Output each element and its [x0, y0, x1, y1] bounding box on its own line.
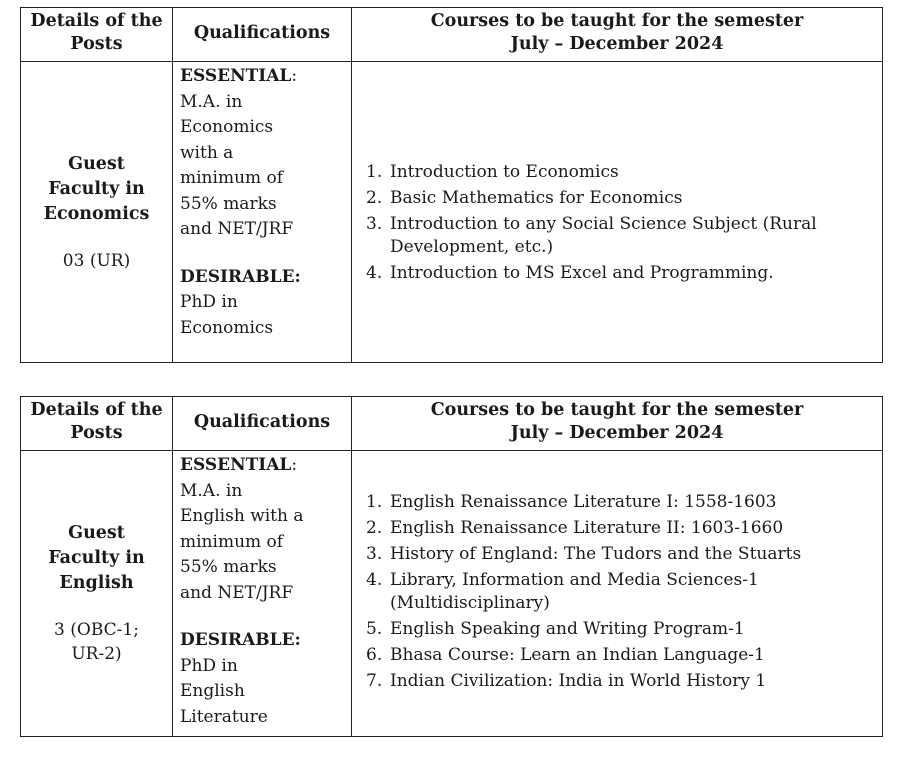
header-details-label: Details of the Posts [30, 400, 163, 443]
spacer [180, 606, 345, 628]
post-count [25, 618, 168, 666]
course-number: 5. [366, 619, 383, 639]
essential-label-text: ESSENTIAL [180, 66, 292, 86]
post-title-line: Faculty in [48, 548, 145, 568]
list-item [366, 543, 874, 566]
table-row [21, 451, 883, 737]
post-title-line: English [59, 573, 134, 593]
essential-label [180, 64, 345, 90]
table-header-row [21, 397, 883, 451]
essential-line: with a [180, 142, 234, 163]
list-item [366, 491, 874, 514]
list-item [366, 569, 874, 615]
desirable-line: PhD in [180, 655, 238, 676]
header-qualifications [173, 397, 352, 451]
course-number: 7. [366, 671, 383, 691]
post-count-line: 3 (OBC-1; [54, 620, 139, 640]
essential-colon: : [291, 66, 298, 86]
essential-colon: : [291, 455, 298, 475]
table-header-row [21, 8, 883, 62]
header-courses-line1: Courses to be taught for the semester [430, 11, 804, 31]
post-title-line: Economics [43, 203, 150, 224]
essential-line: and NET/JRF [180, 219, 294, 239]
essential-line: 55% marks [180, 557, 277, 577]
header-details-of-posts [21, 397, 173, 451]
post-title-line: Guest [68, 523, 125, 543]
course-title: English Renaissance Literature I: 1558-1603 [390, 492, 777, 512]
post-title-line: Guest [68, 153, 125, 174]
header-qualifications-label: Qualifications [193, 411, 331, 432]
course-number: 2. [366, 187, 383, 208]
essential-line: M.A. in [180, 91, 243, 112]
list-item [366, 517, 874, 540]
essential-line: and NET/JRF [180, 582, 294, 603]
course-title: Library, Information and Media Sciences-1 (Multidisciplinary) [390, 570, 759, 613]
header-courses-line1: Courses to be taught for the semester [430, 400, 804, 420]
header-courses-line2: July – December 2024 [510, 423, 724, 443]
list-item [366, 618, 874, 641]
post-details-cell [21, 62, 173, 363]
course-title: Bhasa Course: Learn an Indian Language-1 [390, 645, 765, 665]
course-title: Introduction to any Social Science Subject (Rural Development, etc.) [390, 213, 817, 257]
course-number: 3. [366, 213, 383, 234]
course-title: English Speaking and Writing Program-1 [390, 619, 745, 639]
list-item [366, 213, 874, 259]
header-qualifications [173, 8, 352, 62]
desirable-label: DESIRABLE: [180, 630, 301, 650]
courses-cell [352, 62, 883, 363]
header-details-of-posts [21, 8, 173, 62]
essential-line: English with a [180, 506, 304, 526]
post-title-line: Faculty in [48, 178, 145, 199]
header-qualifications-label: Qualifications [193, 22, 331, 43]
list-item [366, 161, 874, 184]
essential-line: minimum of [180, 168, 284, 188]
course-number: 1. [366, 161, 383, 182]
spacer [180, 243, 345, 265]
course-title: History of England: The Tudors and the Stuarts [390, 544, 802, 564]
qualifications-cell [173, 62, 352, 363]
course-title: Introduction to Economics [390, 161, 619, 182]
essential-line: minimum of [180, 531, 284, 552]
essential-label [180, 453, 345, 479]
course-list [366, 161, 874, 285]
essential-label-text: ESSENTIAL [180, 455, 292, 475]
course-title: Basic Mathematics for Economics [390, 187, 683, 208]
post-count-line: UR-2) [71, 644, 122, 664]
desirable-line: English [180, 681, 245, 701]
course-number: 6. [366, 645, 383, 665]
course-number: 2. [366, 518, 383, 538]
essential-line: M.A. in [180, 480, 243, 501]
essential-line: 55% marks [180, 193, 277, 214]
header-courses-line2: July – December 2024 [510, 34, 724, 54]
desirable-line: Economics [180, 317, 274, 338]
header-details-label: Details of the Posts [30, 11, 163, 54]
header-courses [352, 397, 883, 451]
post-count: 03 (UR) [62, 250, 131, 271]
list-item [366, 262, 874, 285]
desirable-label: DESIRABLE: [180, 266, 301, 287]
course-title: Introduction to MS Excel and Programming. [390, 262, 774, 283]
english-posts-table [20, 396, 883, 737]
course-number: 1. [366, 492, 383, 512]
qualifications-cell [173, 451, 352, 737]
list-item [366, 187, 874, 210]
desirable-line: Literature [180, 706, 268, 727]
course-number: 4. [366, 570, 383, 590]
course-list [366, 491, 874, 693]
list-item [366, 644, 874, 667]
desirable-line: PhD in [180, 292, 238, 312]
header-courses [352, 8, 883, 62]
economics-posts-table [20, 7, 883, 363]
essential-line: Economics [180, 117, 274, 137]
course-number: 3. [366, 544, 383, 564]
course-number: 4. [366, 262, 383, 283]
course-title: Indian Civilization: India in World History 1 [390, 671, 767, 691]
table-row [21, 62, 883, 363]
courses-cell [352, 451, 883, 737]
course-title: English Renaissance Literature II: 1603-1660 [390, 518, 784, 538]
list-item [366, 670, 874, 693]
post-details-cell [21, 451, 173, 737]
